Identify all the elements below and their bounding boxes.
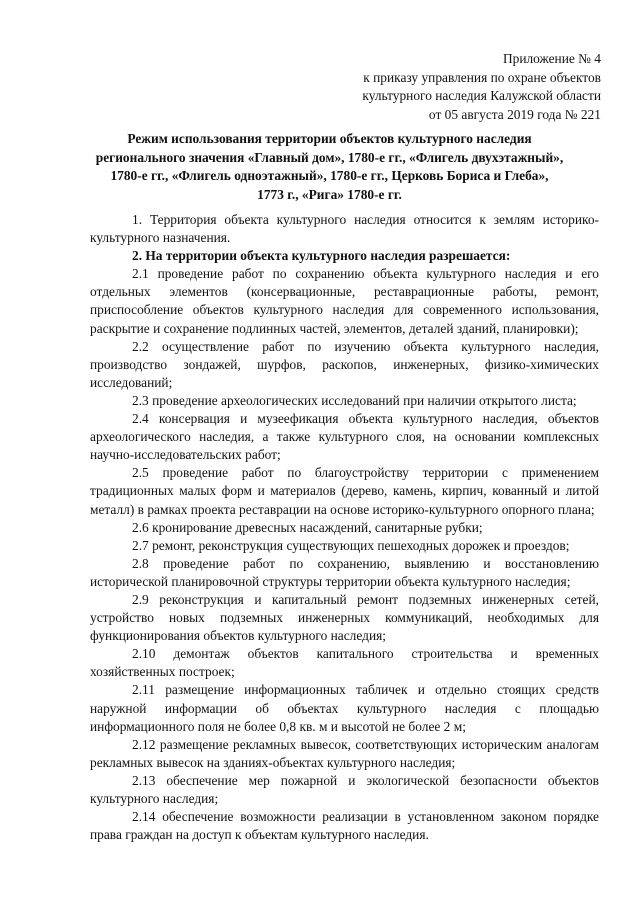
paragraph: 2.12 размещение рекламных вывесок, соответствующих историческим аналогам рекламных вывесок на зданиях-объектах культурного наследия; — [90, 736, 599, 770]
paragraph: 1. Территория объекта культурного наследия относится к землям историко-культурного назначения. — [90, 212, 599, 246]
appendix-header — [362, 50, 601, 124]
document-title — [60, 130, 599, 204]
appendix-authority: культурного наследия Калужской области — [362, 88, 601, 104]
title-line: Режим использования территории объектов культурного наследия — [127, 131, 532, 146]
title-line: регионального значения «Главный дом», 1780-е гг., «Флигель двухэтажный», — [95, 149, 564, 165]
paragraph: 2.1 проведение работ по сохранению объекта культурного наследия и его отдельных элементов (консервационные, реставрационные работы, ремонт, приспособление объектов культурного наследия для современного использования, раскрытие и сохранение подлинных частей, элементов, деталей зданий, планировки); — [90, 266, 599, 336]
paragraph: 2.5 проведение работ по благоустройству территории с применением традиционных малых форм и материалов (дерево, камень, кирпич, кованный и литой металл) в рамках проекта реставрации на основе историко-культурного опорного плана; — [90, 465, 599, 517]
paragraph: 2.8 проведение работ по сохранению, выявлению и восстановлению исторической планировочной структуры территории объекта культурного наследия; — [90, 555, 599, 589]
appendix-number: Приложение № 4 — [502, 51, 601, 66]
paragraph: 2.10 демонтаж объектов капитального строительства и временных хозяйственных построек; — [90, 646, 599, 680]
paragraph: 2.14 обеспечение возможности реализации в установленном законом порядке права граждан на доступ к объектам культурного наследия. — [90, 809, 599, 843]
paragraph: 2.6 кронирование древесных насаждений, санитарные рубки; — [132, 519, 483, 535]
paragraph: 2.13 обеспечение мер пожарной и экологической безопасности объектов культурного наследия; — [90, 772, 599, 806]
appendix-order-ref: к приказу управления по охране объектов — [363, 69, 601, 85]
appendix-date: от 05 августа 2019 года № 221 — [428, 106, 601, 122]
section-heading: 2. На территории объекта культурного наследия разрешается: — [132, 248, 511, 264]
paragraph: 2.9 реконструкция и капитальный ремонт подземных инженерных сетей, устройство новых подземных инженерных коммуникаций, необходимых для функционирования объектов культурного наследия; — [90, 591, 599, 644]
paragraph: 2.4 консервация и музеефикация объекта культурного наследия, объектов археологического наследия, а также культурного слоя, на основании комплексных научно-исследовательских работ; — [90, 411, 599, 463]
document-body — [90, 211, 599, 844]
paragraph: 2.7 ремонт, реконструкция существующих пешеходных дорожек и проездов; — [132, 537, 570, 553]
paragraph: 2.11 размещение информационных табличек и отдельно стоящих средств наружной информации об объектах культурного наследия с площадью информационного поля не более 0,8 кв. м и высотой не более 2 м; — [90, 682, 599, 734]
paragraph: 2.2 осуществление работ по изучению объекта культурного наследия, производство зондажей, шурфов, раскопов, инженерных, физико-химических исследований; — [90, 338, 599, 390]
title-line: 1773 г., «Рига» 1780-е гг. — [257, 186, 402, 202]
title-line: 1780-е гг., «Флигель одноэтажный», 1780-е гг., Церковь Бориса и Глеба», — [110, 168, 549, 184]
paragraph: 2.3 проведение археологических исследований при наличии открытого листа; — [132, 392, 577, 408]
